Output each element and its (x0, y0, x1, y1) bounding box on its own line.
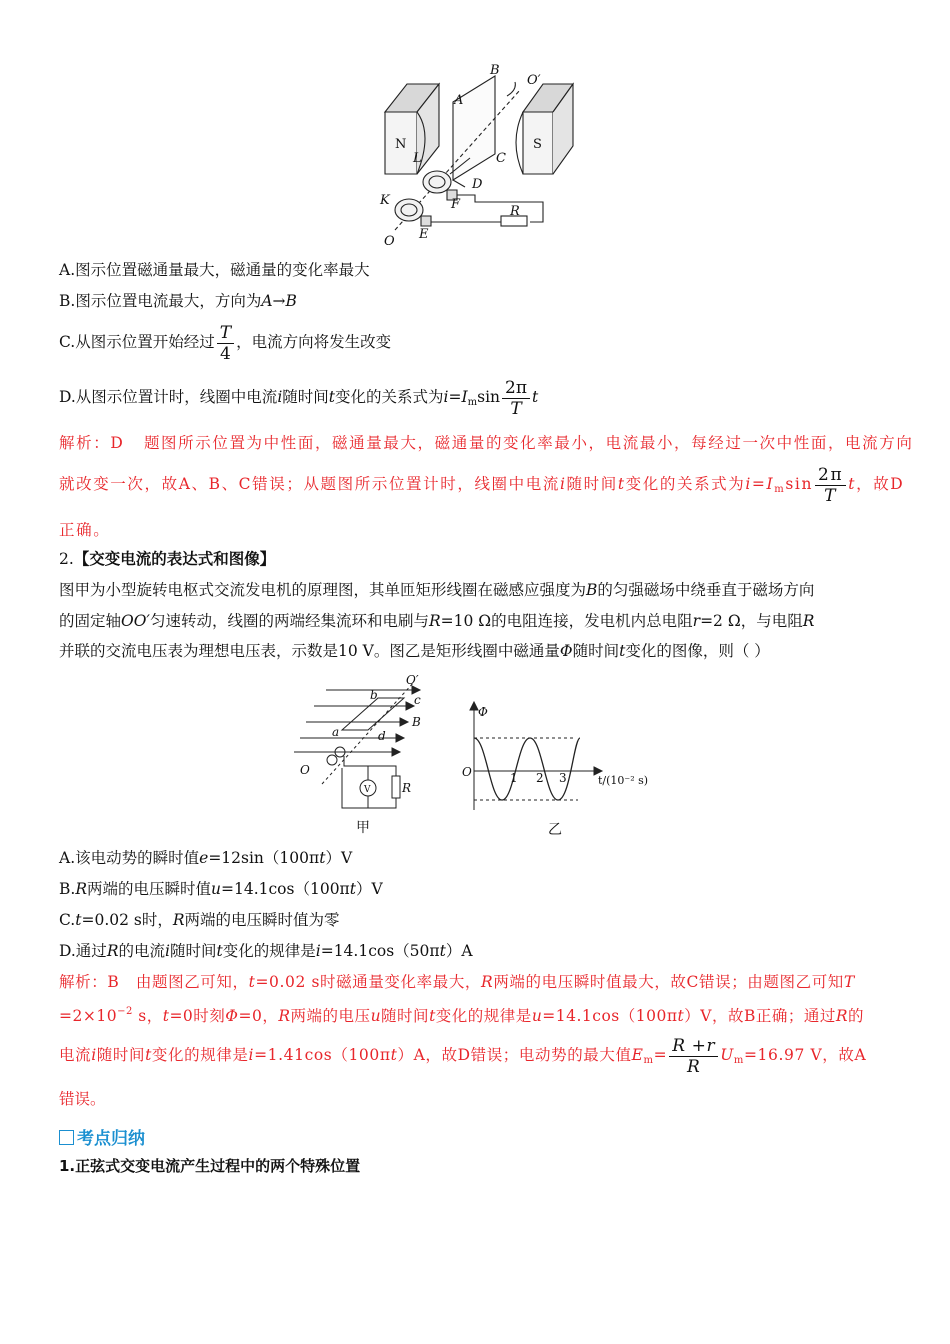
q2-stem-line3: 并联的交流电压表为理想电压表，示数是10 V。图乙是矩形线圈中磁通量Φ随时间t变化的图像，则（ ） (59, 642, 770, 660)
q1-analysis-line2: 就改变一次，故A、B、C错误；从题图所示位置计时，线圈中电流i随时间t变化的关系式为$i=I_m\sin$ $\frac{2\pi}{T}$ t，故D (59, 464, 905, 506)
q1-option-d: D.从图示位置计时，线圈中电流i随时间t变化的关系式为$i=I_m\sin$ $\frac{2\pi}{T}$ t (59, 377, 539, 419)
yi-tick-1: 1 (510, 771, 518, 785)
q2-stem-line1: 图甲为小型旋转电枢式交流发电机的原理图，其单匝矩形线圈在磁感应强度为B的匀强磁场中绕垂直于磁场方向 (59, 581, 815, 599)
label-O-prime: O′ (527, 73, 541, 88)
q2-analysis-line2: $=2\times 10^{-2}$ s，t=0时刻Φ=0，R两端的电压u随时间t变化的规律是u=14.1cos（100πt）V，故B正确；通过R的 (59, 1006, 865, 1025)
q1-option-a: A.图示位置磁通量最大，磁通量的变化率最大 (59, 261, 370, 279)
label-K: K (380, 193, 390, 208)
figure-yi-caption: 乙 (548, 822, 562, 838)
yi-origin: O (462, 765, 472, 779)
q2-option-d: D.通过R的电流i随时间t变化的规律是i=14.1cos（50πt）A (59, 942, 473, 960)
q2-option-c: C.t=0.02 s时，R两端的电压瞬时值为零 (59, 911, 340, 929)
section-key-points: 考点归纳 (59, 1124, 145, 1149)
q2-analysis-line4: 错误。 (59, 1090, 106, 1108)
jia-label-a: a (332, 725, 340, 739)
jia-label-O-prime: O′ (406, 673, 419, 687)
yi-tick-2: 2 (536, 771, 544, 785)
figure-jia (292, 672, 442, 840)
magnet-n-label: N (395, 137, 407, 152)
label-A: A (454, 93, 464, 108)
jia-label-R: R (402, 781, 412, 795)
jia-label-B: B (412, 715, 421, 729)
checkbox-square-icon (59, 1130, 74, 1145)
q2-analysis-line1: 解析：B 由题图乙可知，t=0.02 s时磁通量变化率最大，R两端的电压瞬时值最大，故C错误；由题图乙可知T (59, 973, 855, 991)
label-R: R (510, 204, 520, 219)
jia-label-c: c (414, 693, 421, 707)
q2-heading: 2.【交变电流的表达式和图像】 (59, 550, 276, 568)
yi-xlabel: t/(10⁻² s) (598, 774, 649, 787)
label-B: B (490, 63, 500, 78)
label-E: E (419, 227, 429, 242)
label-O: O (384, 234, 395, 249)
q2-option-a: A.该电动势的瞬时值e=12sin（100πt）V (59, 849, 353, 867)
yi-ylabel: Φ (478, 705, 488, 719)
label-F: F (451, 197, 461, 212)
q1-option-c: C.从图示位置开始经过 $\frac{T}{4}$ ，电流方向将发生改变 (59, 322, 392, 364)
q1-option-b: B.图示位置电流最大，方向为A→B (59, 292, 297, 310)
label-C: C (496, 151, 506, 166)
voltmeter-label: V (364, 785, 371, 795)
point-1-title: 1.正弦式交变电流产生过程中的两个特殊位置 (59, 1157, 361, 1175)
label-L: L (413, 151, 422, 166)
label-D: D (472, 177, 483, 192)
q2-stem-line2: 的固定轴OO′匀速转动，线圈的两端经集流环和电刷与R=10 Ω的电阻连接，发电机内总电阻r=2 Ω，与电阻R (59, 612, 815, 630)
q2-analysis-line3: 电流i随时间t变化的规律是i=1.41cos（100πt）A，故D错误；电动势的最大值$E_m=$ $\frac{R +r}{R}$ $U_m=16.97$ V，故A (59, 1035, 867, 1077)
q2-option-b: B.R两端的电压瞬时值u=14.1cos（100πt）V (59, 880, 383, 898)
q1-analysis-line1: 解析：D 题图所示位置为中性面，磁通量最大，磁通量的变化率最小，电流最小，每经过一次中性面，电流方向 (59, 434, 914, 452)
jia-label-b: b (370, 688, 378, 702)
yi-tick-3: 3 (559, 771, 567, 785)
jia-label-O: O (300, 763, 310, 777)
jia-label-d: d (378, 729, 386, 743)
figure-yi (456, 700, 656, 840)
magnet-s-label: S (533, 137, 542, 152)
generator-figure (375, 62, 575, 252)
figure-jia-caption: 甲 (356, 820, 370, 836)
q1-analysis-line3: 正确。 (59, 521, 111, 539)
